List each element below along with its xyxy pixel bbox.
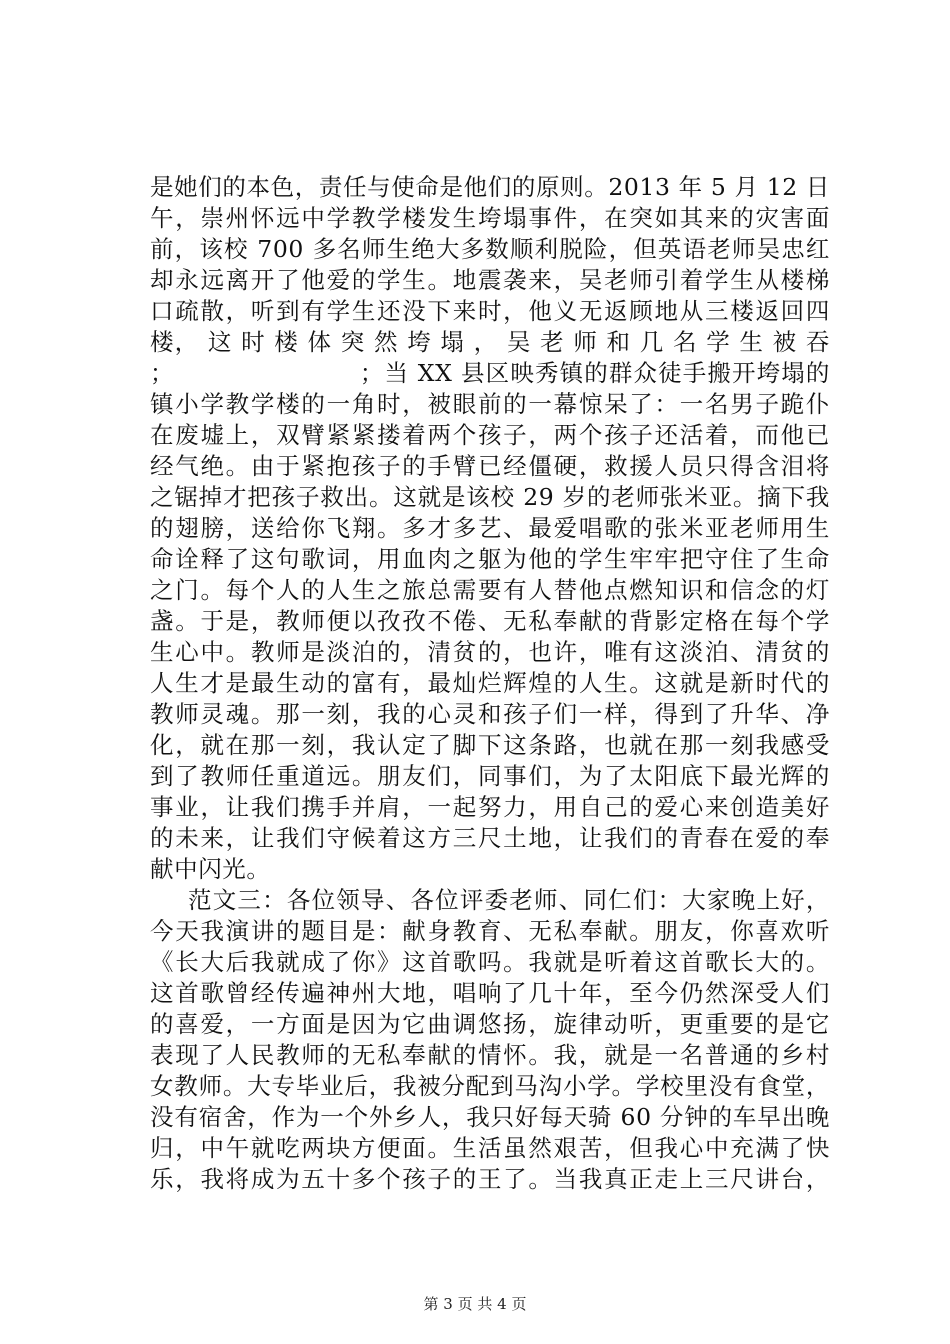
text-line: 之锯掉才把孩子救出。这就是该校 29 岁的老师张米亚。摘下我 [150,483,830,511]
text-line: 命诠释了这句歌词，用血肉之躯为他的学生牢牢把守住了生命 [150,545,830,573]
paragraph-1 [150,172,830,885]
text-line: 在废墟上，双臂紧紧搂着两个孩子，两个孩子还活着，而他已 [150,421,830,449]
text-line: 表现了人民教师的无私奉献的情怀。我，就是一名普通的乡村 [150,1041,830,1069]
text-line: 的喜爱，一方面是因为它曲调悠扬，旋律动听，更重要的是它 [150,1010,830,1038]
text-line: 经气绝。由于紧抱孩子的手臂已经僵硬，救援人员只得含泪将 [150,452,830,480]
text-line: 《长大后我就成了你》这首歌吗。我就是听着这首歌长大的。 [150,948,830,976]
text-line: 乐，我将成为五十多个孩子的王了。当我真正走上三尺讲台， [150,1165,830,1193]
page-number-footer: 第 3 页 共 4 页 [423,1295,527,1313]
text-line: ； ；当 XX 县区映秀镇的群众徒手搬开垮塌的 [150,359,830,387]
text-line: 前，该校 700 多名师生绝大多数顺利脱险，但英语老师吴忠红 [150,235,830,263]
text-line: 午，崇州怀远中学教学楼发生垮塌事件，在突如其来的灾害面 [150,204,830,232]
text-line: 范文三：各位领导、各位评委老师、同仁们：大家晚上好， [188,886,830,914]
text-line: 没有宿舍，作为一个外乡人，我只好每天骑 60 分钟的车早出晚 [150,1103,830,1131]
text-line: 楼， 这 时 楼 体 突 然 垮 塌 ， 吴 老 师 和 几 名 学 生 被 吞 [150,328,830,356]
text-line: 却永远离开了他爱的学生。地震袭来，吴老师引着学生从楼梯 [150,266,830,294]
text-line: 的翅膀，送给你飞翔。多才多艺、最爱唱歌的张米亚老师用生 [150,514,830,542]
text-line: 镇小学教学楼的一角时，被眼前的一幕惊呆了：一名男子跪仆 [150,390,830,418]
text-line: 献中闪光。 [150,855,271,883]
document-body [150,172,830,1195]
text-line: 今天我演讲的题目是：献身教育、无私奉献。朋友，你喜欢听 [150,917,830,945]
text-line: 的未来，让我们守候着这方三尺土地，让我们的青春在爱的奉 [150,824,830,852]
text-line: 是她们的本色，责任与使命是他们的原则。2013 年 5 月 12 日 [150,173,830,201]
text-line: 人生才是最生动的富有，最灿烂辉煌的人生。这就是新时代的 [150,669,830,697]
text-line: 事业，让我们携手并肩，一起努力，用自己的爱心来创造美好 [150,793,830,821]
text-line: 盏。于是，教师便以孜孜不倦、无私奉献的背影定格在每个学 [150,607,830,635]
text-line: 化，就在那一刻，我认定了脚下这条路，也就在那一刻我感受 [150,731,830,759]
text-line: 教师灵魂。那一刻，我的心灵和孩子们一样，得到了升华、净 [150,700,830,728]
text-line: 到了教师任重道远。朋友们，同事们，为了太阳底下最光辉的 [150,762,830,790]
text-line: 女教师。大专毕业后，我被分配到马沟小学。学校里没有食堂， [150,1072,830,1100]
text-line: 之门。每个人的人生之旅总需要有人替他点燃知识和信念的灯 [150,576,830,604]
text-line: 生心中。教师是淡泊的，清贫的，也许，唯有这淡泊、清贫的 [150,638,830,666]
text-line: 口疏散，听到有学生还没下来时，他义无返顾地从三楼返回四 [150,297,830,325]
text-line: 归，中午就吃两块方便面。生活虽然艰苦，但我心中充满了快 [150,1134,830,1162]
paragraph-2 [150,885,830,1195]
text-line: 这首歌曾经传遍神州大地，唱响了几十年，至今仍然深受人们 [150,979,830,1007]
